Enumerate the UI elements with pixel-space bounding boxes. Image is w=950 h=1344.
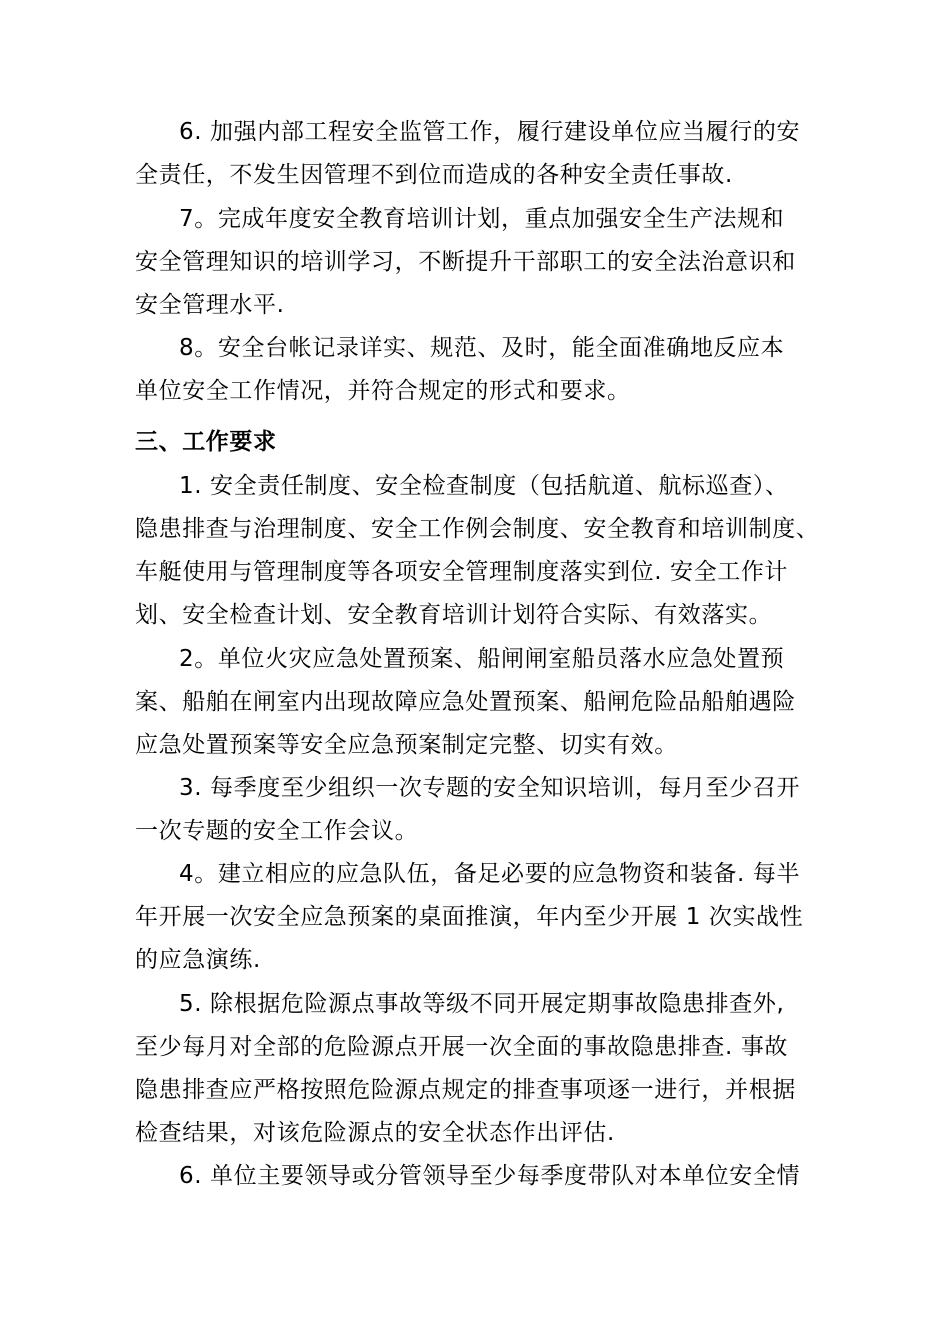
section-heading-work-requirements: 三、工作要求 bbox=[135, 429, 277, 455]
requirement-5-line-3: 隐患排查应严格按照危险源点规定的排查事项逐一进行，并根据 bbox=[135, 1077, 796, 1103]
paragraph-6-line-2: 全责任，不发生因管理不到位而造成的各种安全责任事故. bbox=[135, 162, 733, 188]
requirement-1-line-4: 划、安全检查计划、安全教育培训计划符合实际、有效落实。 bbox=[135, 602, 773, 628]
paragraph-7-line-3: 安全管理水平. bbox=[135, 292, 285, 318]
paragraph-7-line-1: 7。完成年度安全教育培训计划，重点加强安全生产法规和 bbox=[179, 206, 785, 232]
requirement-5-line-2: 至少每月对全部的危险源点开展一次全面的事故隐患排查. 事故 bbox=[135, 1034, 789, 1060]
requirement-3-line-1: 3. 每季度至少组织一次专题的安全知识培训，每月至少召开 bbox=[179, 775, 801, 801]
requirement-4-line-3: 的应急演练. bbox=[135, 947, 261, 973]
requirement-2-line-1: 2。单位火灾应急处置预案、船闸闸室船员落水应急处置预 bbox=[179, 646, 785, 672]
paragraph-8-line-1: 8。安全台帐记录详实、规范、及时，能全面准确地反应本 bbox=[179, 335, 785, 361]
requirement-3-line-2: 一次专题的安全工作会议。 bbox=[135, 818, 419, 844]
requirement-4-line-1: 4。建立相应的应急队伍，备足必要的应急物资和装备. 每半 bbox=[179, 861, 801, 887]
paragraph-6-line-1: 6. 加强内部工程安全监管工作，履行建设单位应当履行的安 bbox=[179, 119, 801, 145]
paragraph-8-line-2: 单位安全工作情况，并符合规定的形式和要求。 bbox=[135, 378, 631, 404]
requirement-2-line-3: 应急处置预案等安全应急预案制定完整、切实有效。 bbox=[135, 732, 678, 758]
requirement-5-line-1: 5. 除根据危险源点事故等级不同开展定期事故隐患排查外, bbox=[179, 991, 785, 1017]
requirement-2-line-2: 案、船舶在闸室内出现故障应急处置预案、船闸危险品船舶遇险 bbox=[135, 689, 796, 715]
paragraph-7-line-2: 安全管理知识的培训学习，不断提升干部职工的安全法治意识和 bbox=[135, 249, 796, 275]
requirement-1-line-3: 车艇使用与管理制度等各项安全管理制度落实到位. 安全工作计 bbox=[135, 559, 789, 585]
requirement-4-line-2: 年开展一次安全应急预案的桌面推演，年内至少开展 1 次实战性 bbox=[135, 904, 804, 930]
requirement-1-line-1: 1. 安全责任制度、安全检查制度（包括航道、航标巡查）、 bbox=[179, 473, 789, 499]
requirement-5-line-4: 检查结果，对该危险源点的安全状态作出评估. bbox=[135, 1120, 615, 1146]
requirement-1-line-2: 隐患排查与治理制度、安全工作例会制度、安全教育和培训制度、 bbox=[135, 516, 820, 542]
requirement-6-line-1: 6. 单位主要领导或分管领导至少每季度带队对本单位安全情 bbox=[179, 1163, 801, 1189]
